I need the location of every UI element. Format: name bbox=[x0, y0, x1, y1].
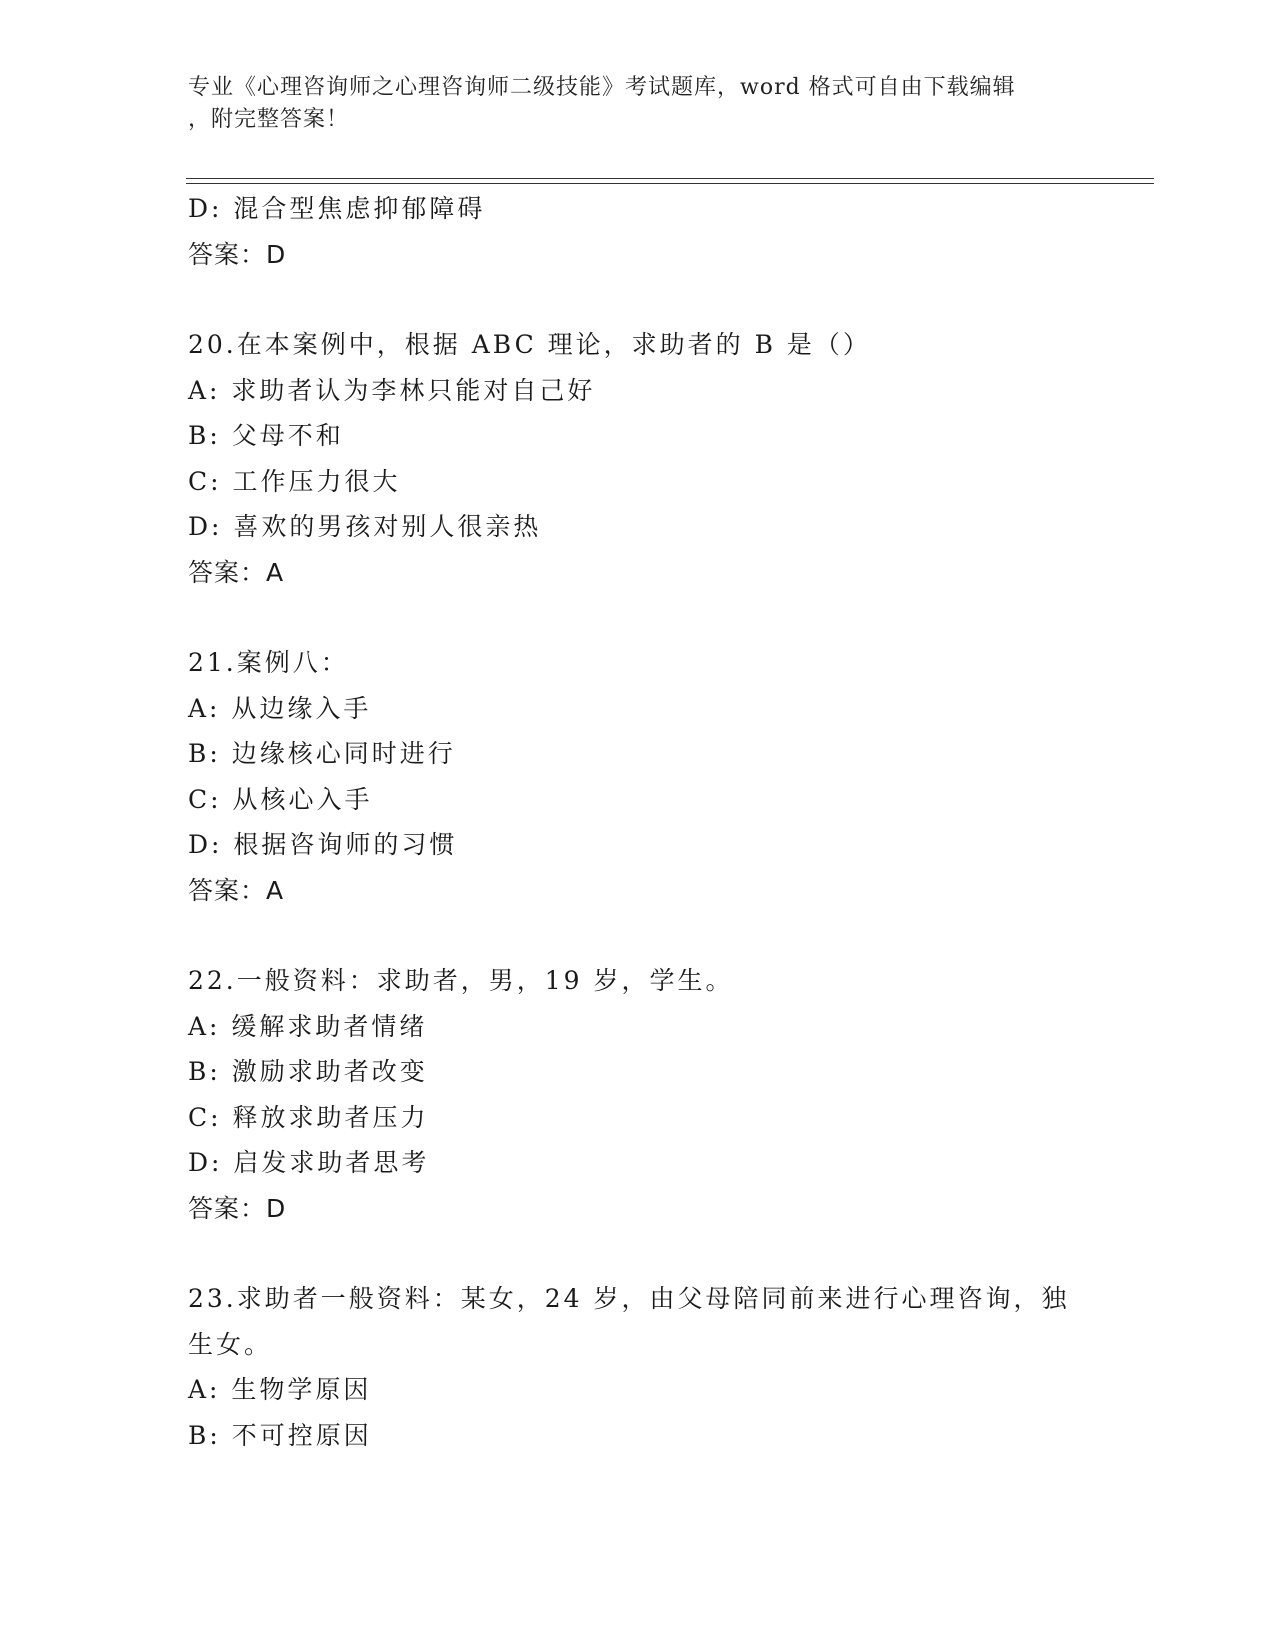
option-c: C: 工作压力很大 bbox=[188, 466, 401, 496]
option-c: C: 从核心入手 bbox=[188, 784, 373, 814]
answer: 答案：D bbox=[188, 1193, 287, 1223]
option-a: A: 生物学原因 bbox=[188, 1375, 372, 1404]
answer: 答案：D bbox=[188, 239, 287, 269]
header-rule-top bbox=[186, 178, 1154, 179]
answer: 答案：A bbox=[188, 875, 285, 905]
document-header bbox=[188, 72, 1088, 136]
header-line-1: 专业《心理咨询师之心理咨询师二级技能》考试题库，word 格式可自由下载编辑 bbox=[188, 75, 1016, 100]
header-line-2: ，附完整答案！ bbox=[188, 107, 350, 132]
question-stem: 22.一般资料：求助者，男，19 岁，学生。 bbox=[188, 966, 734, 995]
question-20 bbox=[188, 322, 1108, 595]
option-a: A: 求助者认为李林只能对自己好 bbox=[188, 375, 596, 405]
option-d: D: 喜欢的男孩对别人很亲热 bbox=[188, 512, 542, 541]
answer: 答案：A bbox=[188, 557, 285, 587]
option-b: B: 不可控原因 bbox=[188, 1420, 372, 1450]
question-23 bbox=[188, 1276, 1108, 1458]
question-19-continued bbox=[188, 186, 1108, 277]
option-b: B: 激励求助者改变 bbox=[188, 1057, 428, 1086]
option-b: B: 父母不和 bbox=[188, 421, 344, 450]
question-list bbox=[188, 186, 1108, 1458]
question-22 bbox=[188, 958, 1108, 1231]
question-stem-line-2: 生女。 bbox=[188, 1329, 273, 1359]
question-stem-line-1: 23.求助者一般资料：某女，24 岁，由父母陪同前来进行心理咨询，独 bbox=[188, 1284, 1070, 1313]
option-d: D: 启发求助者思考 bbox=[188, 1148, 430, 1177]
option-a: A: 从边缘入手 bbox=[188, 693, 372, 723]
option-a: A: 缓解求助者情绪 bbox=[188, 1011, 428, 1041]
question-21 bbox=[188, 640, 1108, 913]
option-d: D: 混合型焦虑抑郁障碍 bbox=[188, 194, 486, 223]
option-d: D: 根据咨询师的习惯 bbox=[188, 830, 458, 859]
question-stem: 20.在本案例中，根据 ABC 理论，求助者的 B 是（） bbox=[188, 330, 871, 359]
option-c: C: 释放求助者压力 bbox=[188, 1102, 429, 1132]
header-rule-bottom bbox=[186, 183, 1154, 184]
option-b: B: 边缘核心同时进行 bbox=[188, 739, 456, 768]
question-stem: 21.案例八： bbox=[188, 648, 349, 677]
